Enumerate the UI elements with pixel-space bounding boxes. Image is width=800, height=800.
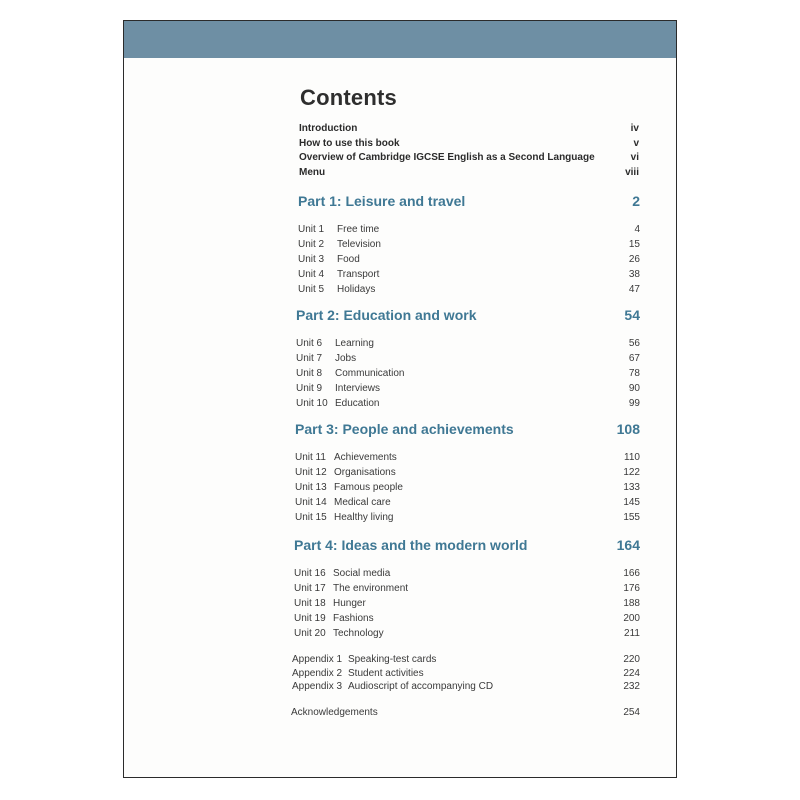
toc-entry-label: Menu (299, 167, 326, 179)
appendix-title: Speaking-test cards (348, 654, 437, 665)
unit-list (296, 336, 640, 411)
unit-label: Unit 14 (295, 497, 327, 508)
acknowledgements-label: Acknowledgements (291, 707, 378, 718)
header-band (124, 21, 676, 58)
front-matter-list (299, 122, 639, 181)
part-heading (298, 191, 640, 211)
unit-page: 188 (623, 598, 640, 609)
toc-entry-label: How to use this book (299, 137, 400, 149)
unit-label: Unit 1 (298, 224, 325, 235)
unit-title: Technology (333, 628, 384, 639)
appendix-page: 224 (623, 667, 640, 679)
unit-title: Food (337, 254, 360, 265)
toc-entry-how-to-use (299, 137, 639, 152)
unit-list (294, 566, 640, 641)
part-2-section (296, 305, 640, 411)
unit-title: Healthy living (334, 512, 394, 523)
unit-list (298, 222, 640, 297)
appendix-label: Appendix 2 (292, 667, 343, 679)
unit-label: Unit 2 (298, 239, 325, 250)
unit-page: 155 (623, 512, 640, 523)
unit-page: 99 (628, 398, 640, 409)
unit-title: Organisations (334, 467, 396, 478)
unit-label: Unit 17 (294, 583, 326, 594)
unit-title: Medical care (334, 497, 391, 508)
unit-label: Unit 16 (294, 568, 326, 579)
acknowledgements-page: 254 (623, 707, 640, 718)
unit-row (294, 611, 640, 626)
unit-label: Unit 13 (295, 482, 327, 493)
unit-title: Communication (335, 368, 405, 379)
appendix-title: Student activities (348, 667, 424, 679)
unit-page: 200 (623, 613, 640, 624)
toc-entry-menu (299, 166, 639, 181)
unit-row (296, 336, 640, 351)
unit-page: 38 (628, 269, 640, 280)
unit-page: 176 (623, 583, 640, 594)
part-heading (296, 305, 640, 325)
part-title: Part 4: Ideas and the modern world (294, 537, 528, 553)
unit-label: Unit 3 (298, 254, 325, 265)
unit-page: 67 (628, 353, 640, 364)
toc-entry-label: Introduction (299, 123, 358, 134)
unit-title: Hunger (333, 598, 366, 609)
unit-page: 122 (623, 467, 640, 478)
unit-row (298, 267, 640, 282)
part-1-section (298, 191, 640, 297)
part-page: 2 (632, 193, 640, 209)
part-heading (294, 535, 640, 555)
unit-page: 211 (624, 628, 640, 639)
toc-entry-page: viii (625, 167, 639, 179)
unit-label: Unit 8 (296, 368, 323, 379)
unit-page: 56 (628, 338, 640, 349)
appendix-label: Appendix 1 (292, 654, 343, 665)
unit-row (294, 596, 640, 611)
appendix-title: Audioscript of accompanying CD (348, 681, 494, 692)
unit-page: 26 (628, 254, 640, 265)
part-3-section (295, 419, 640, 525)
unit-title: Achievements (334, 452, 397, 463)
unit-label: Unit 9 (296, 383, 323, 394)
part-page: 164 (616, 537, 640, 553)
appendix-row (292, 680, 640, 694)
part-heading (295, 419, 640, 439)
unit-row (295, 465, 640, 480)
unit-page: 47 (628, 284, 640, 295)
appendix-page: 232 (623, 681, 640, 692)
unit-page: 133 (623, 482, 640, 493)
part-title: Part 2: Education and work (296, 307, 477, 323)
unit-title: Transport (337, 269, 380, 280)
book-page (123, 20, 677, 778)
appendix-row (292, 667, 640, 681)
unit-title: Fashions (333, 613, 374, 624)
unit-label: Unit 18 (294, 598, 326, 609)
unit-title: Holidays (337, 284, 376, 295)
part-4-section (294, 535, 640, 641)
toc-entry-page: vi (630, 152, 639, 164)
unit-page: 90 (628, 383, 640, 394)
unit-label: Unit 19 (294, 613, 326, 624)
unit-label: Unit 10 (296, 398, 328, 409)
unit-row (298, 282, 640, 297)
unit-row (298, 237, 640, 252)
part-title: Part 3: People and achievements (295, 421, 514, 437)
unit-row (296, 381, 640, 396)
unit-row (296, 396, 640, 411)
unit-title: Social media (333, 568, 391, 579)
part-title: Part 1: Leisure and travel (298, 193, 466, 209)
appendix-list (292, 653, 640, 694)
unit-label: Unit 20 (294, 628, 326, 639)
appendix-row (292, 653, 640, 667)
part-page: 108 (616, 421, 640, 437)
unit-label: Unit 5 (298, 284, 325, 295)
toc-entry-introduction (299, 122, 639, 137)
unit-page: 78 (628, 368, 640, 379)
unit-row (295, 450, 640, 465)
unit-title: Education (335, 398, 380, 409)
unit-title: Free time (337, 224, 380, 235)
unit-page: 4 (634, 224, 640, 235)
unit-label: Unit 6 (296, 338, 323, 349)
unit-page: 145 (623, 497, 640, 508)
unit-title: Jobs (335, 353, 357, 364)
toc-entry-page: v (633, 137, 639, 149)
unit-title: Television (337, 239, 381, 250)
unit-row (294, 566, 640, 581)
unit-row (295, 495, 640, 510)
toc-entry-page: iv (630, 123, 639, 134)
unit-row (296, 351, 640, 366)
unit-row (294, 581, 640, 596)
toc-entry-label: Overview of Cambridge IGCSE English as a Second Language (299, 152, 595, 164)
unit-row (294, 626, 640, 641)
unit-title: Learning (335, 338, 374, 349)
unit-label: Unit 7 (296, 353, 323, 364)
acknowledgements-row (291, 707, 640, 718)
unit-title: Famous people (334, 482, 403, 493)
unit-row (295, 510, 640, 525)
unit-row (298, 222, 640, 237)
unit-page: 15 (628, 239, 640, 250)
appendix-page: 220 (623, 654, 640, 665)
toc-entry-overview (299, 151, 639, 166)
unit-row (295, 480, 640, 495)
unit-page: 166 (623, 568, 640, 579)
unit-title: The environment (333, 583, 409, 594)
unit-title: Interviews (335, 383, 381, 394)
unit-label: Unit 4 (298, 269, 325, 280)
unit-list (295, 450, 640, 525)
unit-label: Unit 11 (295, 452, 326, 463)
unit-label: Unit 15 (295, 512, 327, 523)
unit-row (296, 366, 640, 381)
appendix-label: Appendix 3 (292, 681, 343, 692)
page-title: Contents (300, 85, 397, 110)
part-page: 54 (624, 307, 640, 323)
unit-page: 110 (624, 452, 640, 463)
unit-label: Unit 12 (295, 467, 327, 478)
unit-row (298, 252, 640, 267)
